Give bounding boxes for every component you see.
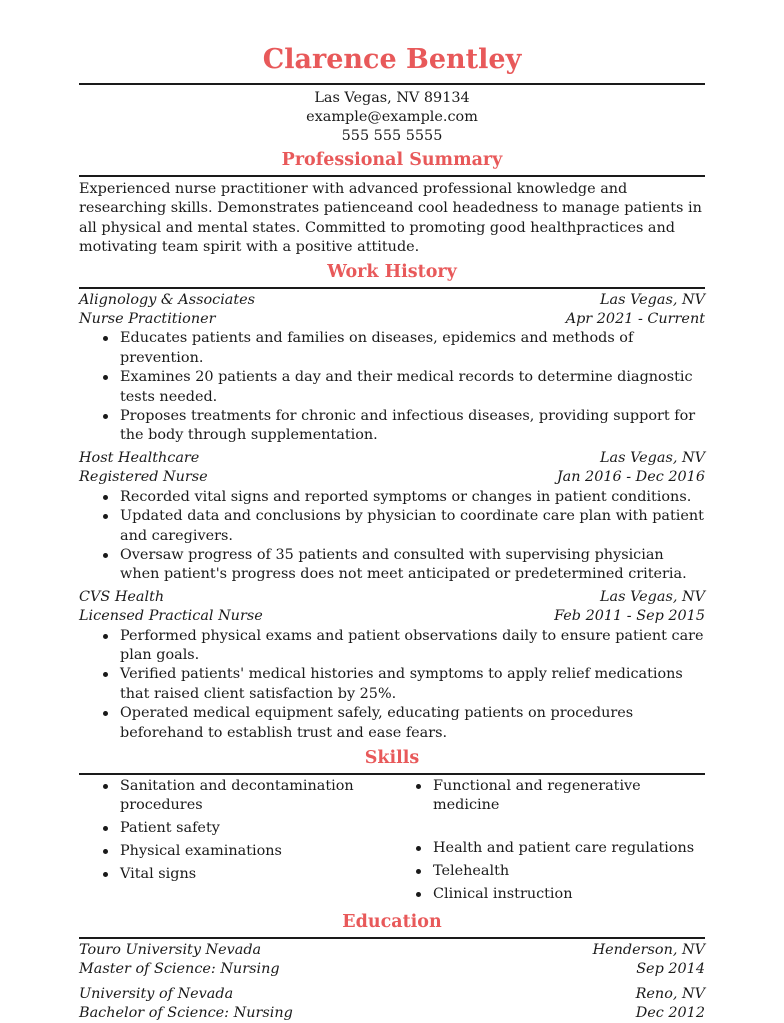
job-entry — [79, 449, 705, 585]
summary-text: Experienced nurse practitioner with advanced professional knowledge and researching skills. Demonstrates patienceand cool headedness to manage patients in all physical and mental states. Committed to promoting good healthpractices and motivating team spirit with a positive attitude. — [79, 181, 702, 256]
candidate-name: Clarence Bentley — [262, 44, 522, 75]
edu-degree: Bachelor of Science — [79, 1004, 225, 1021]
skills-divider — [79, 773, 705, 775]
contact-address: Las Vegas, NV 89134 — [314, 90, 470, 106]
job-location: Las Vegas, NV — [600, 449, 705, 466]
skill-item: Clinical instruction — [433, 885, 705, 904]
job-role: Registered Nurse — [79, 469, 208, 486]
skills-grid — [79, 777, 705, 908]
contact-phone: 555 555 5555 — [341, 128, 443, 144]
job-dates: Apr 2021 - Current — [565, 311, 705, 328]
skill-item: Sanitation and decontamination procedures — [120, 777, 392, 816]
job-company: Alignology & Associates — [79, 291, 256, 308]
education-divider — [79, 937, 705, 939]
job-bullet: Recorded vital signs and reported symptoms or changes in patient conditions. — [120, 488, 705, 507]
job-dates: Jan 2016 - Dec 2016 — [556, 469, 705, 486]
skill-item: Health and patient care regulations — [433, 839, 705, 858]
edu-field: Nursing — [233, 1004, 293, 1021]
job-role: Nurse Practitioner — [79, 311, 216, 328]
job-company: Host Healthcare — [79, 449, 200, 466]
edu-date: Sep 2014 — [636, 961, 705, 978]
edu-degree: Master of Science — [79, 961, 211, 978]
job-bullet: Verified patients' medical histories and symptoms to apply relief medications that raised client satisfaction by 25%. — [120, 665, 705, 704]
edu-school: Touro University Nevada — [79, 941, 262, 958]
job-bullet: Oversaw progress of 35 patients and consulted with supervising physician when patient's progress does not meet anticipated or predetermined criteria. — [120, 546, 705, 585]
summary-heading: Professional Summary — [281, 150, 503, 170]
summary-divider — [79, 175, 705, 177]
job-bullet: Performed physical exams and patient observations daily to ensure patient care plan goals. — [120, 627, 705, 666]
job-bullet: Proposes treatments for chronic and infectious diseases, providing support for the body through supplementation. — [120, 407, 705, 446]
edu-date: Dec 2012 — [635, 1004, 705, 1021]
education-entry: University of Nevada Reno, NV Bachelor of Science: Nursing Dec 2012 — [79, 985, 705, 1023]
skill-item: Vital signs — [120, 865, 392, 884]
skills-column-1 — [79, 777, 392, 908]
job-bullets — [79, 627, 705, 743]
job-dates: Feb 2011 - Sep 2015 — [554, 608, 705, 625]
skill-item: Physical examinations — [120, 842, 392, 861]
skill-item: Telehealth — [433, 862, 705, 881]
edu-field: Nursing — [220, 961, 280, 978]
job-bullet: Operated medical equipment safely, educating patients on procedures beforehand to establish trust and ease fears. — [120, 704, 705, 743]
edu-location: Henderson, NV — [592, 941, 705, 958]
skill-item: Patient safety — [120, 819, 392, 838]
education-heading: Education — [342, 911, 442, 932]
edu-location: Reno, NV — [635, 985, 705, 1002]
skills-column-2 — [392, 777, 705, 908]
contact-block — [79, 89, 705, 146]
skill-item: Functional and regenerative medicine — [433, 777, 705, 835]
job-bullet: Educates patients and families on diseases, epidemics and methods of prevention. — [120, 329, 705, 368]
job-entry — [79, 291, 705, 446]
job-location: Las Vegas, NV — [600, 588, 705, 605]
job-location: Las Vegas, NV — [600, 291, 705, 308]
header-divider — [79, 83, 705, 85]
education-entry: Touro University Nevada Henderson, NV Master of Science: Nursing Sep 2014 — [79, 941, 705, 980]
contact-email: example@example.com — [306, 109, 478, 125]
work-history-divider — [79, 287, 705, 289]
job-entry — [79, 588, 705, 743]
skills-heading: Skills — [364, 747, 420, 768]
job-bullet: Examines 20 patients a day and their medical records to determine diagnostic tests needed. — [120, 368, 705, 407]
edu-school: University of Nevada — [79, 985, 234, 1002]
job-bullets — [79, 488, 705, 585]
job-bullet: Updated data and conclusions by physician to coordinate care plan with patient and caregivers. — [120, 507, 705, 546]
work-history-heading: Work History — [327, 261, 457, 282]
job-bullets — [79, 329, 705, 445]
job-role: Licensed Practical Nurse — [79, 608, 263, 625]
job-company: CVS Health — [79, 588, 165, 605]
